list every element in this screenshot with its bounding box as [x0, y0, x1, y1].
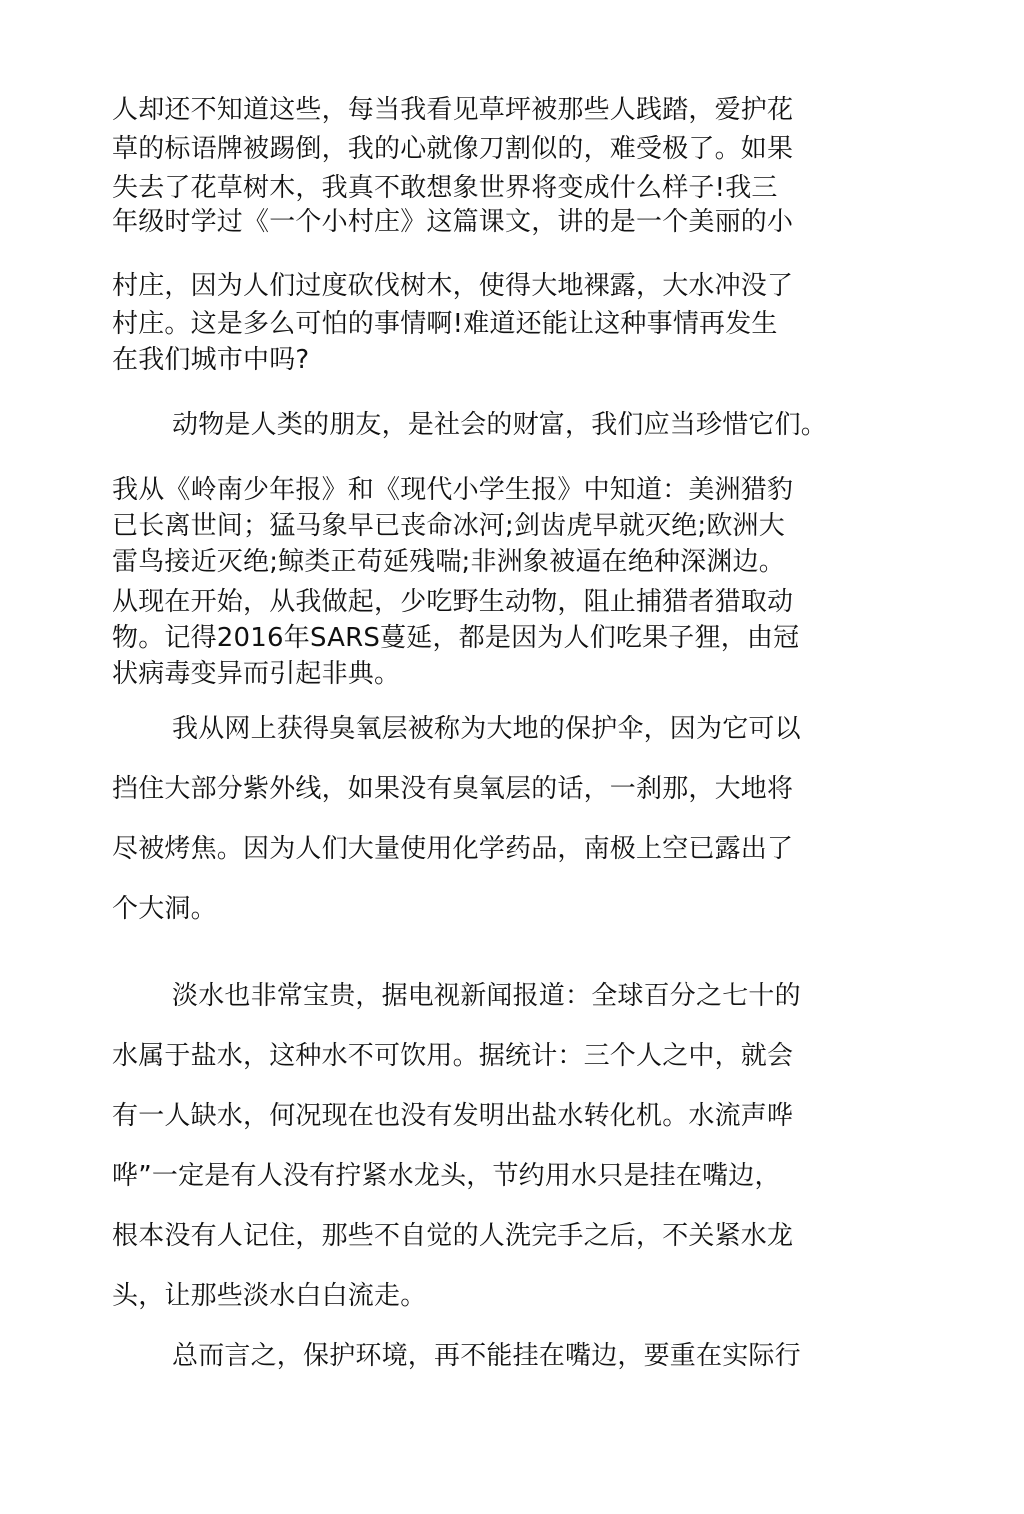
- paragraph-first-line: 我从网上获得臭氧层被称为大地的保护伞，因为它可以: [172, 714, 801, 744]
- text-line: 我从《岭南少年报》和《现代小学生报》中知道：美洲猎豹: [112, 475, 794, 505]
- text-line: 失去了花草树木，我真不敢想象世界将变成什么样子!我三: [112, 173, 778, 203]
- paragraph-first-line: 动物是人类的朋友，是社会的财富，我们应当珍惜它们。: [172, 410, 828, 440]
- paragraph-first-line: 总而言之，保护环境，再不能挂在嘴边，要重在实际行: [172, 1341, 801, 1371]
- text-line: 年级时学过《一个小村庄》这篇课文，讲的是一个美丽的小: [112, 207, 794, 237]
- text-line: 人却还不知道这些，每当我看见草坪被那些人践踏，爱护花: [112, 95, 794, 125]
- text-line: 在我们城市中吗?: [112, 345, 310, 375]
- text-line: 哗”一定是有人没有拧紧水龙头，节约用水只是挂在嘴边，: [112, 1161, 781, 1191]
- paragraph-first-line: 淡水也非常宝贵，据电视新闻报道：全球百分之七十的: [172, 981, 801, 1011]
- text-line: 村庄。这是多么可怕的事情啊!难道还能让这种事情再发生: [112, 309, 778, 339]
- text-line: 个大洞。: [112, 894, 217, 924]
- text-line: 有一人缺水，何况现在也没有发明出盐水转化机。水流声哗: [112, 1101, 794, 1131]
- text-line: 尽被烤焦。因为人们大量使用化学药品，南极上空已露出了: [112, 834, 794, 864]
- text-line: 物。记得2016年SARS蔓延，都是因为人们吃果子狸，由冠: [112, 623, 800, 653]
- text-line: 根本没有人记住，那些不自觉的人洗完手之后，不关紧水龙: [112, 1221, 794, 1251]
- text-line: 雷鸟接近灭绝;鲸类正苟延残喘;非洲象被逼在绝种深渊边。: [112, 547, 785, 577]
- text-line: 已长离世间；猛马象早已丧命冰河;剑齿虎早就灭绝;欧洲大: [112, 511, 785, 541]
- text-line: 草的标语牌被踢倒，我的心就像刀割似的，难受极了。如果: [112, 134, 794, 164]
- text-line: 从现在开始，从我做起，少吃野生动物，阻止捕猎者猎取动: [112, 587, 794, 617]
- text-line: 头，让那些淡水白白流走。: [112, 1281, 427, 1311]
- text-line: 挡住大部分紫外线，如果没有臭氧层的话，一刹那，大地将: [112, 774, 794, 804]
- text-line: 水属于盐水，这种水不可饮用。据统计：三个人之中，就会: [112, 1041, 794, 1071]
- text-line: 村庄，因为人们过度砍伐树木，使得大地裸露，大水冲没了: [112, 271, 794, 301]
- text-line: 状病毒变异而引起非典。: [112, 659, 401, 689]
